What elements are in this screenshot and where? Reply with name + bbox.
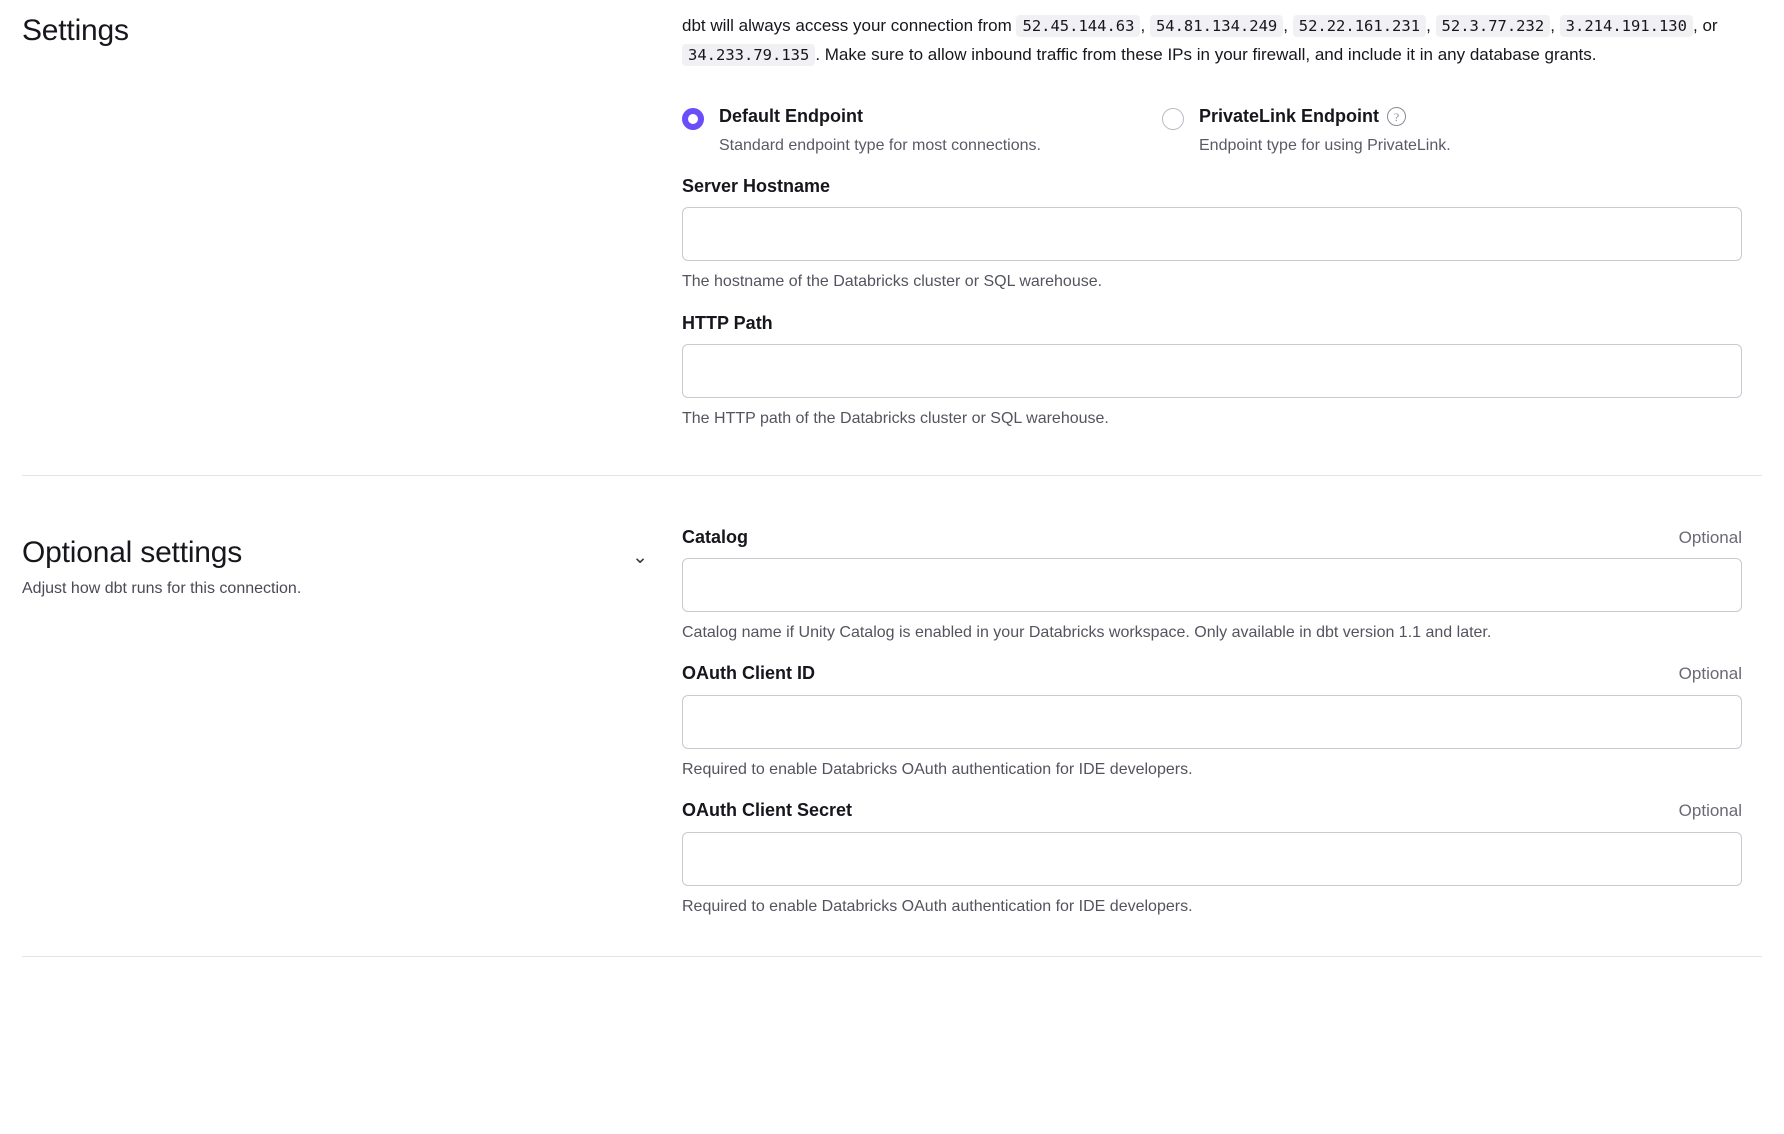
optional-settings-section [0, 522, 1784, 918]
radio-selected-icon[interactable] [682, 108, 704, 130]
ip-address-4: 52.3.77.232 [1436, 15, 1551, 37]
field-catalog-help: Catalog name if Unity Catalog is enabled in your Databricks workspace. Only available in dbt version 1.1 and later. [682, 624, 1492, 642]
field-server-hostname [682, 175, 1742, 294]
ip-address-1: 52.45.144.63 [1016, 15, 1140, 37]
settings-section-left [22, 0, 682, 431]
optional-settings-left [22, 522, 682, 918]
radio-option-privatelink-endpoint[interactable] [1162, 105, 1642, 157]
optional-settings-title: Optional settings [22, 535, 243, 569]
field-oauth-client-secret-label: OAuth Client Secret [682, 800, 853, 821]
ip-notice-lead: dbt will always access your connection from [682, 16, 1012, 35]
field-http-path-head [682, 312, 1742, 335]
field-catalog-optional-tag: Optional [1678, 527, 1742, 547]
field-server-hostname-label: Server Hostname [682, 176, 831, 197]
radio-option-default-endpoint[interactable] [682, 105, 1162, 157]
field-oauth-client-id-head [682, 662, 1742, 685]
field-http-path-help: The HTTP path of the Databricks cluster or SQL warehouse. [682, 410, 1109, 428]
oauth-client-secret-input[interactable] [682, 832, 1742, 886]
field-oauth-client-secret-optional-tag: Optional [1678, 801, 1742, 821]
field-catalog [682, 526, 1742, 645]
ip-comma-2: , [1283, 16, 1288, 35]
field-server-hostname-help: The hostname of the Databricks cluster or SQL warehouse. [682, 273, 1103, 291]
ip-comma-1: , [1140, 16, 1146, 35]
catalog-input[interactable] [682, 558, 1742, 612]
field-http-path-label: HTTP Path [682, 312, 773, 333]
field-oauth-client-secret [682, 799, 1742, 918]
field-oauth-client-id-help: Required to enable Databricks OAuth authentication for IDE developers. [682, 760, 1193, 778]
radio-option-default-endpoint-description: Standard endpoint type for most connections. [719, 137, 1041, 155]
field-http-path [682, 312, 1742, 431]
radio-option-privatelink-endpoint-description: Endpoint type for using PrivateLink. [1199, 137, 1451, 155]
settings-section-right [682, 0, 1762, 431]
oauth-client-id-input[interactable] [682, 695, 1742, 749]
radio-option-default-endpoint-label: Default Endpoint [719, 106, 863, 127]
endpoint-type-radio-group [682, 105, 1742, 157]
optional-settings-right [682, 522, 1762, 918]
field-oauth-client-secret-help: Required to enable Databricks OAuth authentication for IDE developers. [682, 897, 1193, 915]
ip-address-5: 3.214.191.130 [1560, 15, 1693, 37]
chevron-down-icon[interactable]: ⌄ [632, 546, 648, 568]
field-oauth-client-id-label: OAuth Client ID [682, 663, 815, 684]
page-title: Settings [22, 14, 129, 47]
ip-comma-5: , [1692, 16, 1698, 35]
optional-settings-heading-block [22, 534, 301, 601]
field-oauth-client-id-optional-tag: Optional [1678, 664, 1742, 684]
bottom-divider [22, 956, 1762, 957]
field-oauth-client-secret-head [682, 799, 1742, 822]
radio-unselected-icon[interactable] [1162, 108, 1184, 130]
field-server-hostname-head [682, 175, 1742, 198]
radio-option-privatelink-endpoint-label-text: PrivateLink Endpoint [1199, 106, 1380, 127]
radio-option-privatelink-endpoint-texts [1199, 105, 1451, 157]
optional-settings-subtitle: Adjust how dbt runs for this connection. [22, 580, 302, 598]
radio-option-default-endpoint-texts [719, 105, 1041, 157]
settings-section [0, 0, 1784, 431]
ip-notice-tail: . Make sure to allow inbound traffic from these IPs in your firewall, and include it in any database grants. [815, 44, 1597, 64]
ip-allowlist-notice [682, 12, 1742, 69]
ip-address-6: 34.233.79.135 [682, 44, 815, 66]
ip-notice-or: or [1702, 16, 1718, 35]
field-catalog-head [682, 526, 1742, 549]
ip-address-2: 54.81.134.249 [1150, 15, 1283, 37]
ip-comma-4: , [1550, 16, 1555, 35]
radio-option-privatelink-endpoint-label [1199, 105, 1451, 128]
ip-address-3: 52.22.161.231 [1293, 15, 1426, 37]
field-oauth-client-id [682, 662, 1742, 781]
section-divider [22, 475, 1762, 476]
http-path-input[interactable] [682, 344, 1742, 398]
server-hostname-input[interactable] [682, 207, 1742, 261]
help-circle-icon[interactable]: ? [1387, 107, 1406, 126]
ip-comma-3: , [1426, 16, 1431, 35]
field-catalog-label: Catalog [682, 526, 749, 547]
optional-settings-header [22, 534, 682, 601]
